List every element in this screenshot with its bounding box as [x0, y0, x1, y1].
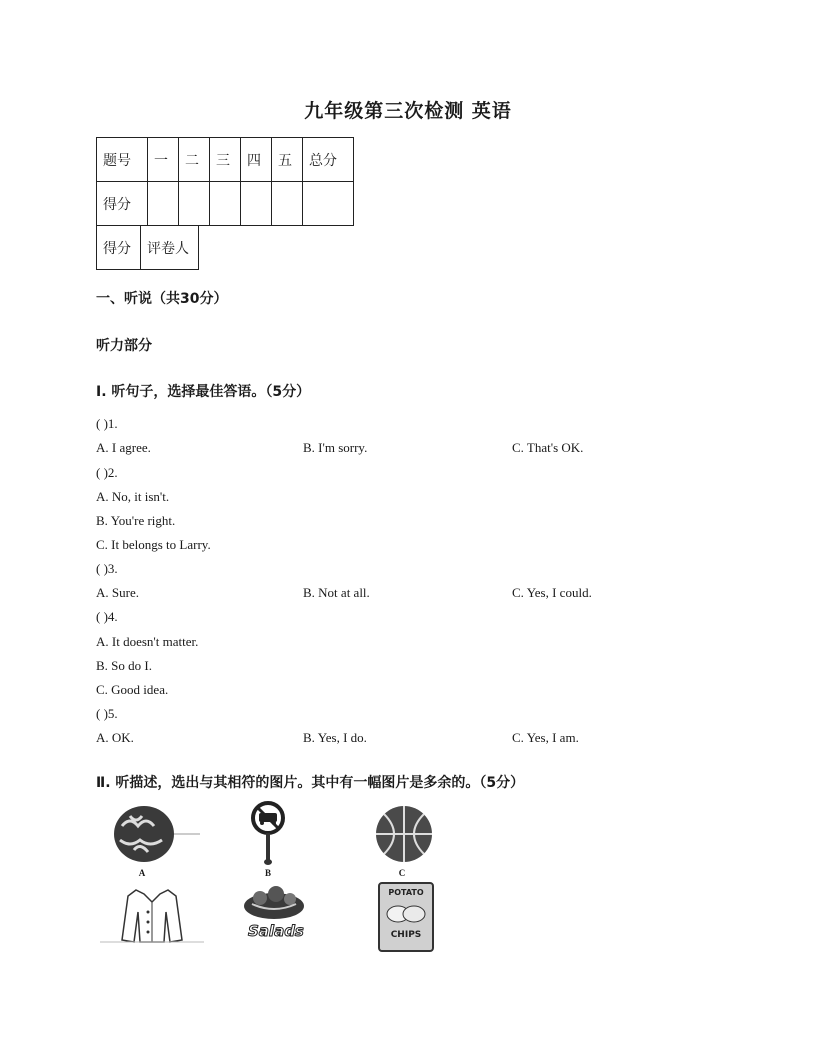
basketball-picture	[374, 804, 434, 864]
option-b: B. I'm sorry.	[303, 440, 368, 455]
score-cell[interactable]	[210, 182, 241, 226]
score-cell[interactable]	[272, 182, 303, 226]
question-number: ( )1.	[96, 416, 118, 431]
option-c: C. It belongs to Larry.	[96, 537, 211, 552]
part2-heading: Ⅱ. 听描述，选出与其相符的图片。其中有一幅图片是多余的。（5分）	[96, 775, 525, 791]
grader-table	[96, 225, 199, 270]
potato-chips-picture	[378, 882, 434, 952]
score-header-cell: 总分	[303, 138, 354, 182]
chips-label-top: POTATO	[388, 888, 424, 897]
option-b: B. So do I.	[96, 658, 152, 673]
brain-picture	[100, 800, 204, 868]
score-table	[96, 137, 354, 226]
question-number: ( )4.	[96, 609, 118, 624]
option-a: A. No, it isn't.	[96, 489, 170, 504]
score-header-cell: 四	[241, 138, 272, 182]
question-number: ( )5.	[96, 706, 118, 721]
score-table-score-row	[97, 182, 354, 226]
grader-name-label: 评卷人	[141, 226, 199, 270]
option-c: C. Yes, I could.	[512, 585, 592, 600]
option-c: C. That's OK.	[512, 440, 584, 455]
score-header-cell: 一	[148, 138, 179, 182]
option-c: C. Yes, I am.	[512, 730, 579, 745]
option-a: A. OK.	[96, 730, 134, 745]
salad-bowl-icon	[238, 884, 310, 922]
score-cell[interactable]	[148, 182, 179, 226]
option-a: A. It doesn't matter.	[96, 634, 199, 649]
score-cell[interactable]	[179, 182, 210, 226]
score-header-cell: 五	[272, 138, 303, 182]
question-number: ( )3.	[96, 561, 118, 576]
option-c: C. Good idea.	[96, 682, 169, 697]
no-parking-sign-picture	[246, 800, 290, 868]
picture-label-a: A	[138, 868, 146, 878]
score-header-cell: 题号	[97, 138, 148, 182]
page-title: 九年级第三次检测 英语	[304, 100, 512, 122]
score-row-label: 得分	[97, 182, 148, 226]
option-b: B. Yes, I do.	[303, 730, 367, 745]
chips-label-bottom: CHIPS	[390, 930, 422, 940]
option-a: A. I agree.	[96, 440, 151, 455]
option-b: B. Not at all.	[303, 585, 370, 600]
salad-picture	[238, 884, 310, 946]
part1-heading: Ⅰ. 听句子，选择最佳答语。（5分）	[96, 384, 311, 400]
listening-heading: 听力部分	[96, 338, 152, 354]
salad-label: Salads	[248, 922, 304, 940]
score-table-header-row	[97, 138, 354, 182]
grader-score-label: 得分	[97, 226, 141, 270]
score-header-cell: 三	[210, 138, 241, 182]
chips-icon	[386, 902, 426, 926]
section-heading: 一、听说（共30分）	[96, 291, 228, 307]
grader-row	[97, 226, 199, 270]
score-cell[interactable]	[241, 182, 272, 226]
coat-picture	[100, 886, 204, 944]
score-cell[interactable]	[303, 182, 354, 226]
picture-label-b: B	[264, 868, 271, 878]
option-a: A. Sure.	[96, 585, 139, 600]
score-header-cell: 二	[179, 138, 210, 182]
option-b: B. You're right.	[96, 513, 176, 528]
picture-label-c: C	[398, 868, 406, 878]
question-number: ( )2.	[96, 465, 118, 480]
